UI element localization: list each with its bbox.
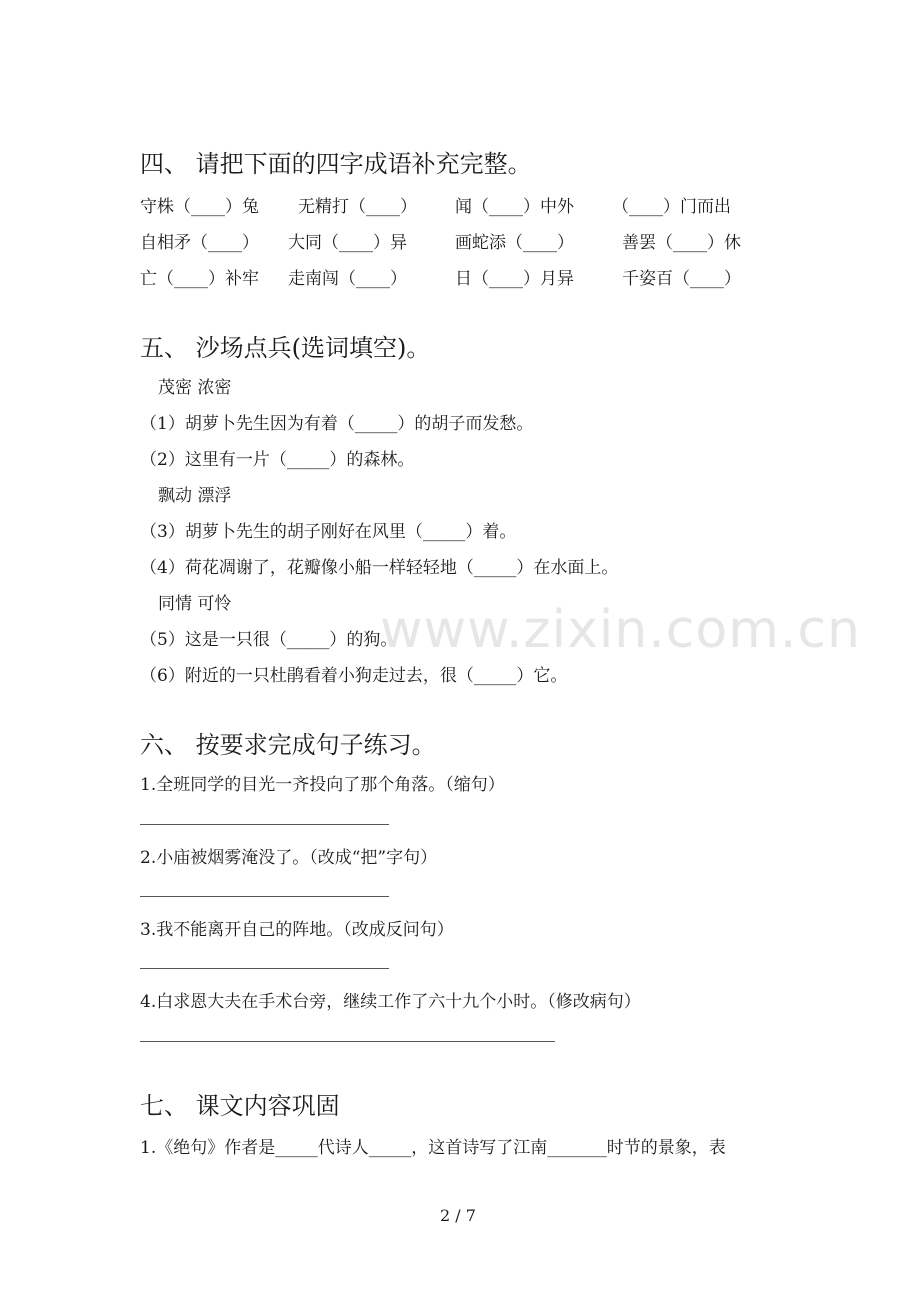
word-choices: 飘动 漂浮 bbox=[158, 486, 232, 506]
answer-line bbox=[140, 1041, 555, 1042]
word-choices: 茂密 浓密 bbox=[158, 378, 232, 398]
answer-line bbox=[140, 824, 389, 825]
word-choices: 同情 可怜 bbox=[158, 594, 232, 614]
fill-question: （3）胡萝卜先生的胡子刚好在风里（_____）着。 bbox=[140, 522, 517, 542]
idiom-item: 大同（____）异 bbox=[288, 233, 407, 253]
idiom-item: 无精打（____） bbox=[298, 197, 417, 217]
section-6-title: 六、 按要求完成句子练习。 bbox=[140, 731, 436, 759]
fill-question: （2）这里有一片（_____）的森林。 bbox=[140, 450, 415, 470]
sentence-task: 4.白求恩大夫在手术台旁，继续工作了六十九个小时。（修改病句） bbox=[140, 992, 641, 1012]
section-5-title: 五、 沙场点兵(选词填空)。 bbox=[140, 334, 431, 362]
sentence-task: 2.小庙被烟雾淹没了。（改成“把”字句） bbox=[140, 848, 438, 868]
fill-question: （5）这是一只很（_____）的狗。 bbox=[140, 630, 398, 650]
fill-question: （6）附近的一只杜鹃看着小狗走过去，很（_____）它。 bbox=[140, 666, 568, 686]
fill-question: （4）荷花凋谢了，花瓣像小船一样轻轻地（_____）在水面上。 bbox=[140, 558, 619, 578]
idiom-item: （____）门而出 bbox=[612, 197, 731, 217]
fill-question: （1）胡萝卜先生因为有着（_____）的胡子而发愁。 bbox=[140, 414, 534, 434]
sentence-task: 1.全班同学的目光一齐投向了那个角落。（缩句） bbox=[140, 775, 505, 795]
section-7-title: 七、 课文内容巩固 bbox=[140, 1092, 340, 1120]
idiom-item: 日（____）月异 bbox=[455, 269, 574, 289]
idiom-item: 千姿百（____） bbox=[622, 269, 741, 289]
idiom-item: 亡（____）补牢 bbox=[140, 269, 259, 289]
fill-question: 1.《绝句》作者是_____代诗人_____，这首诗写了江南_______时节的景象，表 bbox=[140, 1138, 726, 1158]
idiom-item: 闻（____）中外 bbox=[455, 197, 574, 217]
idiom-item: 画蛇添（____） bbox=[455, 233, 574, 253]
answer-line bbox=[140, 968, 389, 969]
idiom-item: 守株（____）兔 bbox=[140, 197, 259, 217]
answer-line bbox=[140, 896, 389, 897]
page-number: 2 / 7 bbox=[440, 1206, 476, 1225]
watermark: www.zixin.com.cn bbox=[380, 600, 861, 660]
idiom-item: 善罢（____）休 bbox=[622, 233, 741, 253]
idiom-item: 走南闯（____） bbox=[288, 269, 407, 289]
sentence-task: 3.我不能离开自己的阵地。（改成反问句） bbox=[140, 920, 454, 940]
idiom-item: 自相矛（____） bbox=[140, 233, 259, 253]
section-4-title: 四、 请把下面的四字成语补充完整。 bbox=[140, 150, 532, 178]
